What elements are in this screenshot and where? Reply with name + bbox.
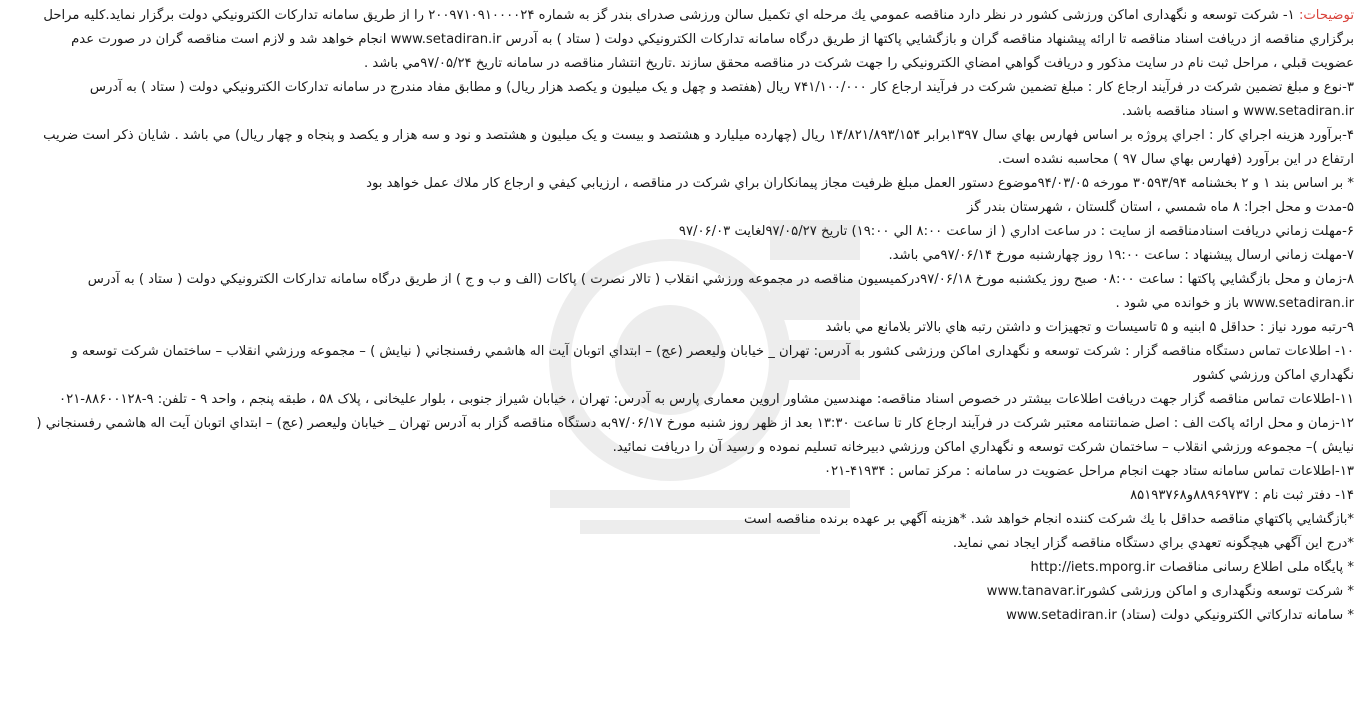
paragraph-3	[30, 76, 1354, 124]
paragraph-9	[30, 316, 1354, 340]
note-no-obligation	[30, 532, 1354, 556]
paragraph-text: ۱۲-زمان و محل ارائه پاكت الف : اصل ضمانتنامه معتبر شركت در فرآيند ارجاع كار تا ساعت ۱۳:۳۰ بعد از ظهر روز شنبه مورخ ۹۷/۰۶/۱۷به دستگاه مناقصه گزار به آدرس تهران _ خيابان وليعصر (عج) – ابتداي اتوبان آيت اله هاشمي رفسنجاني ( نيايش )– مجموعه ورزشي انقلاب – ساختمان شركت توسعه و نگهداري اماكن ورزشي دبيرخانه تسليم نموده و رسيد آن را دريافت نمائيد.	[36, 416, 1354, 455]
link-tanavar[interactable]	[30, 580, 1354, 604]
link-setadiran[interactable]	[30, 604, 1354, 628]
paragraph-text: ۵-مدت و محل اجرا: ۸ ماه شمسي ، استان گلستان ، شهرستان بندر گز	[966, 200, 1354, 215]
paragraph-text: * بر اساس بند ۱ و ۲ بخشنامه ۳۰۵۹۳/۹۴ مورخه ۹۴/۰۳/۰۵موضوع دستور العمل مبلغ ظرفيت مجاز پيمانكاران براي شركت در مناقصه ، ارزيابي كيفي و ارجاع كار ملاك عمل خواهد بود	[366, 176, 1354, 191]
paragraph-11	[30, 388, 1354, 412]
tender-notice	[30, 4, 1354, 628]
paragraph-1	[30, 4, 1354, 76]
paragraph-text: ۸-زمان و محل بازگشايي پاكتها : ساعت ۰۸:۰۰ صبح روز يكشنبه مورخ ۹۷/۰۶/۱۸دركميسيون مناقصه در مجموعه ورزشي انقلاب ( تالار نصرت ) پاكات (الف و ب و ج ) از طريق درگاه سامانه تداركات الكترونيكي دولت ( ستاد ) به آدرس www.setadiran.ir باز و خوانده مي شود .	[87, 272, 1354, 311]
link-text[interactable]: * پایگاه ملی اطلاع رسانی مناقصات http://iets.mporg.ir	[1030, 560, 1354, 575]
paragraph-text: ۴-برآورد هزينه اجراي كار : اجراي پروژه بر اساس فهارس بهاي سال ۱۳۹۷برابر ۱۴/۸۲۱/۸۹۳/۱۵۴ ريال (چهارده میلیارد و هشتصد و بیست و یک میلیون و هشتصد و نود و سه هزار و یکصد و پنجاه و چهار ریال) مي باشد . شايان ذكر است ضريب ارتفاع در اين برآورد (فهارس بهاي سال ۹۷ ) محاسبه نشده است.	[43, 128, 1354, 167]
paragraph-text: ۶-مهلت زماني دريافت اسنادمناقصه از سايت : در ساعت اداري ( از ساعت ۸:۰۰ الي ۱۹:۰۰) تاريخ ۹۷/۰۵/۲۷لغايت ۹۷/۰۶/۰۳	[678, 224, 1354, 239]
link-text[interactable]: * شرکت توسعه ونگهداری و اماکن ورزشی کشورwww.tanavar.ir	[986, 584, 1354, 599]
paragraph-10	[30, 340, 1354, 388]
paragraph-8	[30, 268, 1354, 316]
paragraph-text: *بازگشايي پاكتهاي مناقصه حداقل با يك شركت كننده انجام خواهد شد. *هزينه آگهي بر عهده برنده مناقصه است	[744, 512, 1354, 527]
paragraph-text: ۱- شرکت توسعه و نگهداری اماکن ورزشی کشور در نظر دارد مناقصه عمومي يك مرحله اي تكميل سالن ورزشی صدرای بندر گز به شماره ۲۰۰۹۷۱۰۹۱۰۰۰۰۲۴ را از طريق سامانه تداركات الكترونيكي دولت برگزار نمايد.كليه مراحل برگزاري مناقصه از دريافت اسناد مناقصه تا ارائه پيشنهاد مناقصه گران و بازگشايي پاكتها از طريق درگاه سامانه تداركات الكترونيكي دولت ( ستاد ) به آدرس www.setadiran.ir انجام خواهد شد و لازم است مناقصه گران در صورت عدم عضويت قبلي ، مراحل ثبت نام در سايت مذكور و دريافت گواهي امضاي الكترونيكي را جهت شركت در مناقصه محقق سازند .تاريخ انتشار مناقصه در سامانه تاريخ ۹۷/۰۵/۲۴مي باشد .	[43, 8, 1354, 71]
paragraph-note-capacity	[30, 172, 1354, 196]
paragraph-7	[30, 244, 1354, 268]
paragraph-5	[30, 196, 1354, 220]
paragraph-6	[30, 220, 1354, 244]
note-opening	[30, 508, 1354, 532]
paragraph-text: ۱۱-اطلاعات تماس مناقصه گزار جهت دریافت اطلاعات بیشتر در خصوص اسناد مناقصه: مهندسین مشاور اروین معماری پارس به آدرس: تهران ، خیابان شیراز جنوبی ، بلوار علیخانی ، پلاک ۵۸ ، طبقه پنجم ، واحد ۹ - تلفن: ۹-۸۸۶۰۰۱۲۸-۰۲۱	[59, 392, 1354, 407]
paragraph-4	[30, 124, 1354, 172]
paragraph-text: ۱۴- دفتر ثبت نام : ۸۸۹۶۹۷۳۷و۸۵۱۹۳۷۶۸	[1130, 488, 1354, 503]
paragraph-13	[30, 460, 1354, 484]
link-iets[interactable]	[30, 556, 1354, 580]
paragraph-text: *درج اين آگهي هيچگونه تعهدي براي دستگاه مناقصه گزار ايجاد نمي نمايد.	[952, 536, 1354, 551]
paragraph-text: ۳-نوع و مبلغ تضمين شركت در فرآيند ارجاع كار : مبلغ تضمین شرکت در فرآیند ارجاع کار ۷۴۱/۱۰۰/۰۰۰ ریال (هفتصد و چهل و یک میلیون و یکصد هزار ریال) و مطابق مفاد مندرج در سامانه تداركات الكترونيكي دولت ( ستاد ) به آدرس www.setadiran.ir و اسناد مناقصه باشد.	[89, 80, 1354, 119]
paragraph-12	[30, 412, 1354, 460]
paragraph-text: ۷-مهلت زماني ارسال پيشنهاد : ساعت ۱۹:۰۰ روز چهارشنبه مورخ ۹۷/۰۶/۱۴مي باشد.	[888, 248, 1354, 263]
paragraph-text: ۱۰- اطلاعات تماس دستگاه مناقصه گزار : شرکت توسعه و نگهداری اماکن ورزشی کشور به آدرس: تهران _ خيابان وليعصر (عج) – ابتداي اتوبان آيت اله هاشمي رفسنجاني ( نيايش ) – مجموعه ورزشي انقلاب – ساختمان شركت توسعه و نگهداري اماكن ورزشي كشور	[71, 344, 1354, 383]
description-label: توضیحات:	[1298, 8, 1354, 23]
paragraph-14	[30, 484, 1354, 508]
link-text[interactable]: * سامانه تداركاتي الكترونيكي دولت (ستاد) www.setadiran.ir	[1006, 608, 1354, 623]
paragraph-text: ۹-رتبه مورد نياز : حداقل ۵ ابنيه و ۵ تاسیسات و تجهیزات و داشتن رتبه هاي بالاتر بلامانع مي باشد	[825, 320, 1354, 335]
paragraph-text: ۱۳-اطلاعات تماس سامانه ستاد جهت انجام مراحل عضويت در سامانه : مركز تماس : ۴۱۹۳۴-۰۲۱	[823, 464, 1354, 479]
